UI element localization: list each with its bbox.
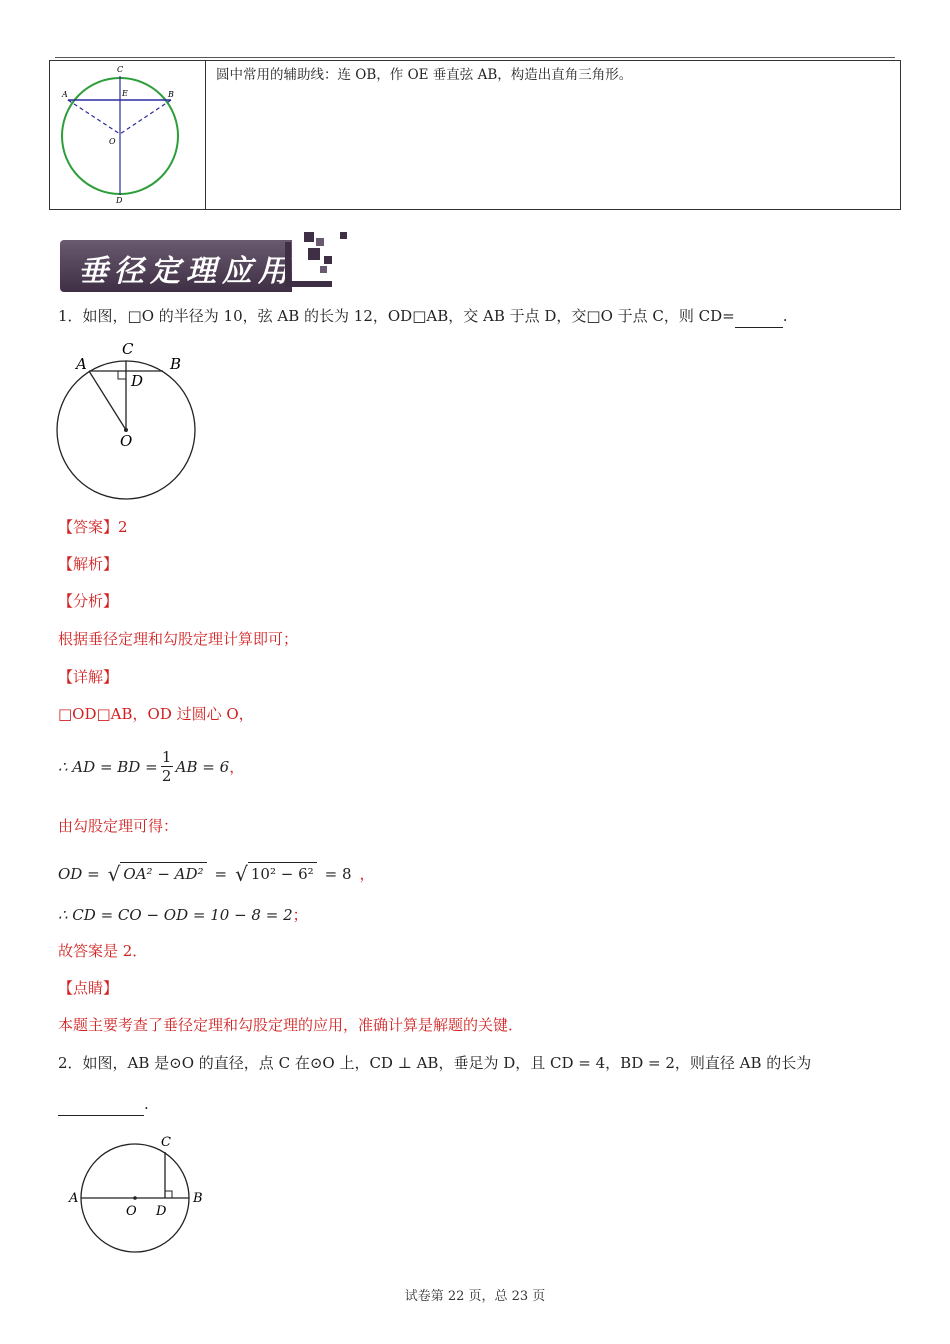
eq2-radicand-2: 10² − 6² [248,862,317,885]
detail-line-1: □OD□AB，OD 过圆心 O， [58,705,254,723]
q2-label-a: A [69,1191,79,1206]
page-footer: 试卷第 22 页，总 23 页 [404,1289,546,1304]
question-2-blank-line [58,1093,149,1116]
question-2-text: 2．如图，AB 是⊙O 的直径，点 C 在⊙O 上，CD ⊥ AB，垂足为 D，且 CD = 4，BD = 2，则直径 AB 的长为 [58,1054,812,1072]
eq2-sqrt-1: √ OA² − AD² [108,862,207,885]
answer-line [58,516,128,538]
banner-decoration-icon [282,226,362,296]
dashed-oa [68,100,120,134]
section-banner [60,226,355,296]
question-1-end: . [782,307,788,325]
auxiliary-line-figure-cell [50,61,206,209]
answer-value: 2 [118,518,128,536]
q2-label-b: B [193,1191,203,1206]
answer-blank-1[interactable] [735,305,783,328]
q1-right-angle-mark [118,371,126,379]
eq1-numerator: 1 [161,748,172,766]
question-2-figure [62,1130,232,1260]
eq2-result: = 8 [324,864,352,883]
auxiliary-line-diagram [50,61,205,211]
fenxi-text: 根据垂径定理和勾股定理计算即可； [58,630,299,648]
eq2-od: OD = [58,864,100,883]
q2-label-d: D [156,1204,167,1219]
eq2-sqrt-2: √ 10² − 6² [235,862,317,885]
eq2-equals: = [214,864,228,883]
q2-right-angle-mark [165,1191,172,1198]
q1-label-b: B [170,355,182,373]
question-1-text: 1．如图，□O 的半径为 10，弦 AB 的长为 12，OD□AB，交 AB 于点 D，交□O 于点 C，则 CD= [58,307,735,325]
detail-label: 【详解】 [58,668,119,686]
conclusion-text: 故答案是 2． [58,942,148,960]
auxiliary-line-table [49,60,901,210]
question-1 [58,305,788,328]
comment-text: 本题主要考查了垂径定理和勾股定理的应用，准确计算是解题的关键． [58,1016,524,1034]
eq2-end: ， [359,864,375,883]
eq3-end: ； [292,906,308,924]
question-1-figure [52,340,212,505]
equation-3 [58,904,308,926]
eq2-radicand-1: OA² − AD² [120,862,206,885]
answer-blank-2[interactable] [58,1093,144,1116]
q1-label-c: C [122,340,134,358]
q2-label-o: O [126,1204,137,1219]
q1-label-d: D [131,372,144,390]
label-o: O [109,137,116,146]
q1-label-o: O [120,432,133,450]
label-d: D [116,196,123,205]
label-a: A [62,90,68,99]
q2-center-dot [133,1196,137,1200]
eq1-left: ∴ AD = BD = [58,757,158,776]
comment-label: 【点睛】 [58,979,119,997]
eq1-fraction [161,748,173,785]
top-rule [55,57,895,58]
q1-line-oa [89,371,126,430]
label-e: E [122,89,128,98]
label-b: B [168,90,174,99]
answer-label: 【答案】 [58,518,119,536]
equation-1 [58,748,244,785]
q1-label-a: A [76,355,87,373]
q2-label-c: C [161,1135,171,1150]
label-c: C [117,65,124,74]
fenxi-label: 【分析】 [58,592,119,610]
question-2-end: . [144,1095,149,1113]
eq1-right: AB = 6 [175,757,230,776]
section-title: 垂径定理应用 [78,254,294,289]
question-2 [58,1052,898,1074]
analysis-label: 【解析】 [58,555,119,573]
dashed-ob [120,100,171,134]
eq1-end: ， [229,757,245,776]
eq3-text: ∴ CD = CO − OD = 10 − 8 = 2 [58,906,293,924]
pythagoras-text: 由勾股定理可得： [58,817,179,835]
equation-2 [58,862,375,885]
eq1-denominator: 2 [161,767,172,785]
auxiliary-line-description: 圆中常用的辅助线：连 OB，作 OE 垂直弦 AB，构造出直角三角形。 [216,67,633,83]
